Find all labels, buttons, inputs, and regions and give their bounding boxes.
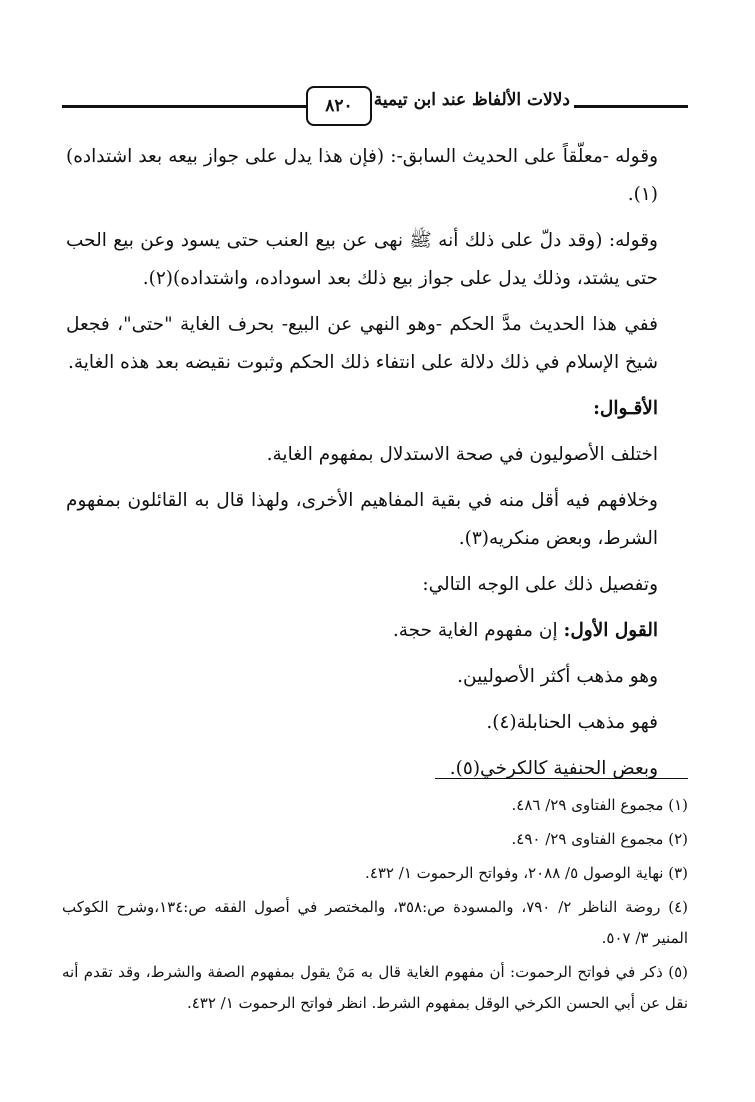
book-title: دلالات الألفاظ عند ابن تيمية — [373, 90, 570, 110]
opinion-label: القول الأول: — [563, 620, 658, 641]
paragraph: وقوله: (وقد دلّ على ذلك أنه ﷺ نهى عن بيع العنب حتى يسود وعن بيع الحب حتى يشتد، وذلك يدل على جواز بيع ذلك بعد اسوداده، واشتداده)(٢). — [66, 230, 658, 289]
paragraph: اختلف الأصوليون في صحة الاستدلال بمفهوم الغاية. — [266, 444, 658, 465]
paragraph: فهو مذهب الحنابلة(٤). — [486, 712, 658, 733]
running-header — [62, 84, 688, 124]
footnote-divider — [435, 778, 688, 779]
footnote: (٣) نهاية الوصول ٥/ ٢٠٨٨، وفواتح الرحموت ١/ ٤٣٢. — [365, 864, 688, 882]
paragraph: ففي هذا الحديث مدَّ الحكم -وهو النهي عن البيع- بحرف الغاية "حتى"، فجعل شيخ الإسلام في ذلك دلالة على انتفاء ذلك الحكم وثبوت نقيضه بعد هذه الغاية. — [66, 314, 658, 373]
paragraph: وخلافهم فيه أقل منه في بقية المفاهيم الأخرى، ولهذا قال به القائلون بمفهوم الشرط، وبعض منكريه(٣). — [66, 490, 658, 549]
paragraph: وقوله -معلّقاً على الحديث السابق-: (فإن هذا يدل على جواز بيعه بعد اشتداده)(١). — [66, 146, 658, 205]
paragraph: وبعض الحنفية كالكرخي(٥). — [449, 758, 658, 779]
paragraph-first-opinion: القول الأول: إن مفهوم الغاية حجة. — [392, 620, 658, 641]
footnotes — [62, 790, 688, 1022]
paragraph: وهو مذهب أكثر الأصوليين. — [457, 666, 658, 687]
footnote: (٤) روضة الناظر ٢/ ٧٩٠، والمسودة ص:٣٥٨، والمختصر في أصول الفقه ص:١٣٤،وشرح الكوكب المنير ٣/ ٥٠٧. — [62, 898, 689, 947]
footnote: (٢) مجموع الفتاوى ٢٩/ ٤٩٠. — [511, 830, 688, 848]
section-heading — [66, 390, 688, 428]
page-number-box — [306, 86, 372, 126]
paragraph: وتفصيل ذلك على الوجه التالي: — [422, 574, 658, 595]
footnote: (٥) ذكر في فواتح الرحموت: أن مفهوم الغاية قال به مَنْ يقول بمفهوم الصفة والشرط، وقد تقدم أنه نقل عن أبي الحسن الكرخي الوقل بمفهوم الشرط. انظر فواتح الرحموت ١/ ٤٣٢. — [62, 963, 688, 1012]
main-text — [66, 138, 688, 796]
section-heading-text: الأقـوال: — [593, 398, 658, 419]
page-number: ٨٢٠ — [325, 96, 353, 116]
header-rule-left — [62, 105, 306, 108]
header-rule-right — [574, 105, 688, 108]
footnote: (١) مجموع الفتاوى ٢٩/ ٤٨٦. — [511, 796, 688, 814]
